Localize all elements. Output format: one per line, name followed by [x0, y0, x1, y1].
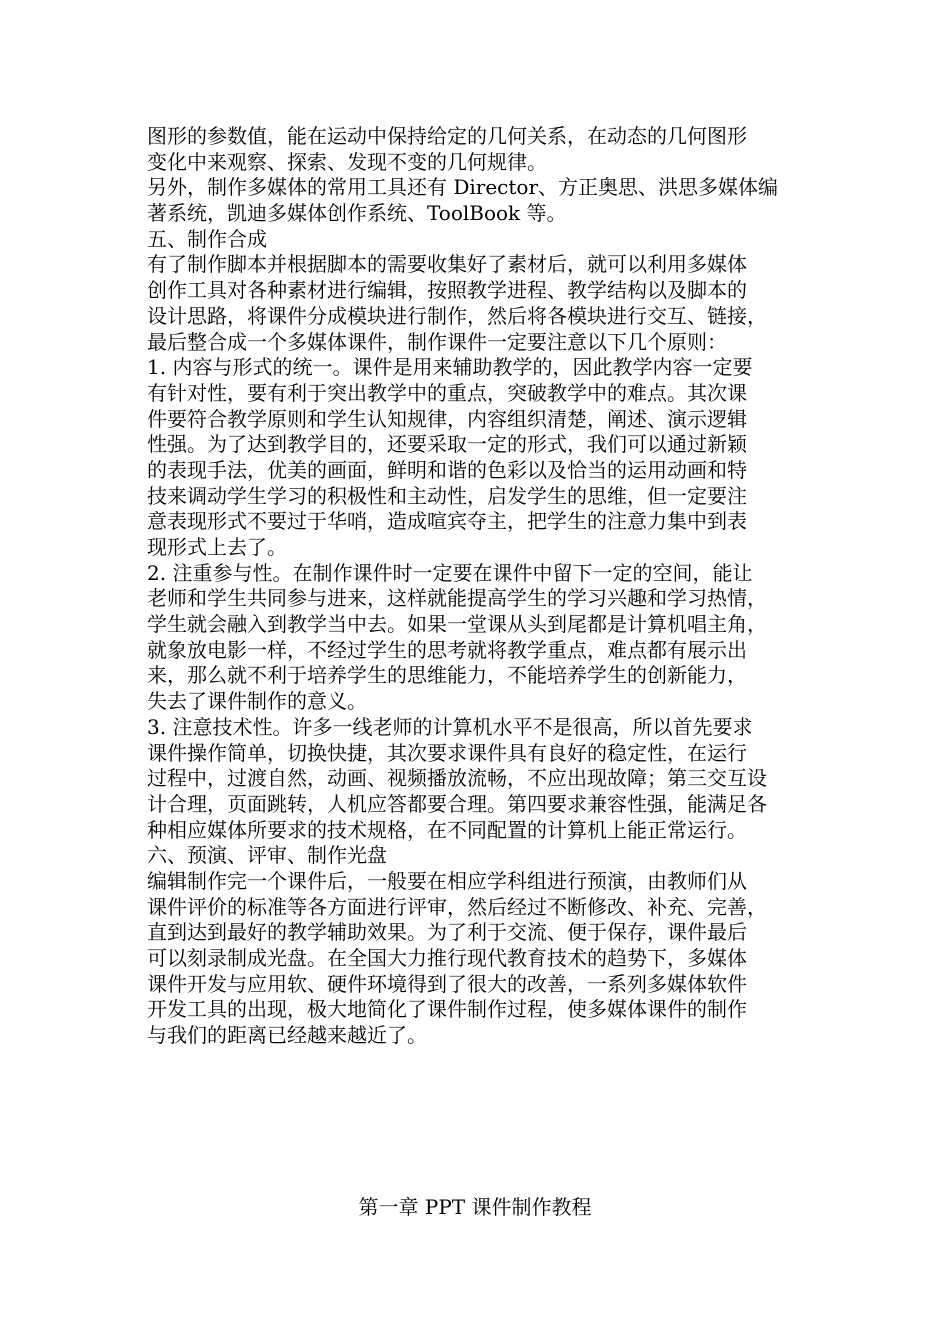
text-line: 来，那么就不利于培养学生的思维能力，不能培养学生的创新能力，	[147, 663, 747, 688]
text-line: 开发工具的出现，极大地简化了课件制作过程，使多媒体课件的制作	[147, 997, 747, 1022]
text-line: 有针对性，要有利于突出教学中的重点，突破教学中的难点。其次课	[147, 380, 747, 405]
text-line: 最后整合成一个多媒体课件，制作课件一定要注意以下几个原则：	[147, 329, 727, 354]
text-line: 1. 内容与形式的统一。课件是用来辅助教学的，因此教学内容一定要	[147, 355, 753, 380]
text-line: 另外，制作多媒体的常用工具还有 Director、方正奥思、洪思多媒体编	[147, 175, 779, 200]
section-heading: 六、预演、评审、制作光盘	[147, 843, 387, 868]
text-line: 编辑制作完一个课件后，一般要在相应学科组进行预演，由教师们从	[147, 868, 747, 893]
text-line: 创作工具对各种素材进行编辑，按照教学进程、教学结构以及脚本的	[147, 278, 747, 303]
text-line: 2. 注重参与性。在制作课件时一定要在课件中留下一定的空间，能让	[147, 560, 753, 585]
text-line: 著系统，凯迪多媒体创作系统、ToolBook 等。	[147, 201, 567, 226]
document-body	[147, 124, 807, 1049]
text-line: 有了制作脚本并根据脚本的需要收集好了素材后，就可以利用多媒体	[147, 252, 747, 277]
text-line: 性强。为了达到教学目的，还要采取一定的形式，我们可以通过新颖	[147, 432, 747, 457]
text-line: 课件开发与应用软、硬件环境得到了很大的改善，一系列多媒体软件	[147, 971, 747, 996]
section-heading: 五、制作合成	[147, 226, 267, 251]
text-line: 课件操作简单，切换快捷，其次要求课件具有良好的稳定性，在运行	[147, 740, 747, 765]
text-line: 计合理，页面跳转，人机应答都要合理。第四要求兼容性强，能满足各	[147, 791, 767, 816]
text-line: 意表现形式不要过于华哨，造成喧宾夺主，把学生的注意力集中到表	[147, 509, 747, 534]
text-line: 件要符合教学原则和学生认知规律，内容组织清楚，阐述、演示逻辑	[147, 406, 747, 431]
text-line: 3. 注意技术性。许多一线老师的计算机水平不是很高，所以首先要求	[147, 714, 753, 739]
text-line: 学生就会融入到教学当中去。如果一堂课从头到尾都是计算机唱主角，	[147, 612, 767, 637]
text-line: 的表现手法，优美的画面，鲜明和谐的色彩以及恰当的运用动画和特	[147, 457, 747, 482]
text-line: 图形的参数值，能在运动中保持给定的几何关系，在动态的几何图形	[147, 124, 747, 148]
text-line: 设计思路，将课件分成模块进行制作，然后将各模块进行交互、链接，	[147, 303, 767, 328]
text-line: 技来调动学生学习的积极性和主动性，启发学生的思维，但一定要注	[147, 483, 747, 508]
text-line: 失去了课件制作的意义。	[147, 689, 367, 714]
text-line: 种相应媒体所要求的技术规格，在不同配置的计算机上能正常运行。	[147, 817, 747, 842]
text-line: 老师和学生共同参与进来，这样就能提高学生的学习兴趣和学习热情，	[147, 586, 767, 611]
text-line: 与我们的距离已经越来越近了。	[147, 1023, 427, 1048]
text-line: 课件评价的标准等各方面进行评审，然后经过不断修改、补充、完善，	[147, 894, 767, 919]
text-line: 变化中来观察、探索、发现不变的几何规律。	[147, 149, 547, 174]
chapter-footer-title: 第一章 PPT 课件制作教程	[358, 1195, 592, 1219]
text-line: 可以刻录制成光盘。在全国大力推行现代教育技术的趋势下，多媒体	[147, 946, 747, 970]
text-line: 过程中，过渡自然，动画、视频播放流畅，不应出现故障；第三交互设	[147, 766, 767, 791]
text-line: 直到达到最好的教学辅助效果。为了利于交流、便于保存，课件最后	[147, 920, 747, 945]
text-line: 就象放电影一样，不经过学生的思考就将教学重点，难点都有展示出	[147, 637, 747, 662]
text-line: 现形式上去了。	[147, 535, 287, 559]
